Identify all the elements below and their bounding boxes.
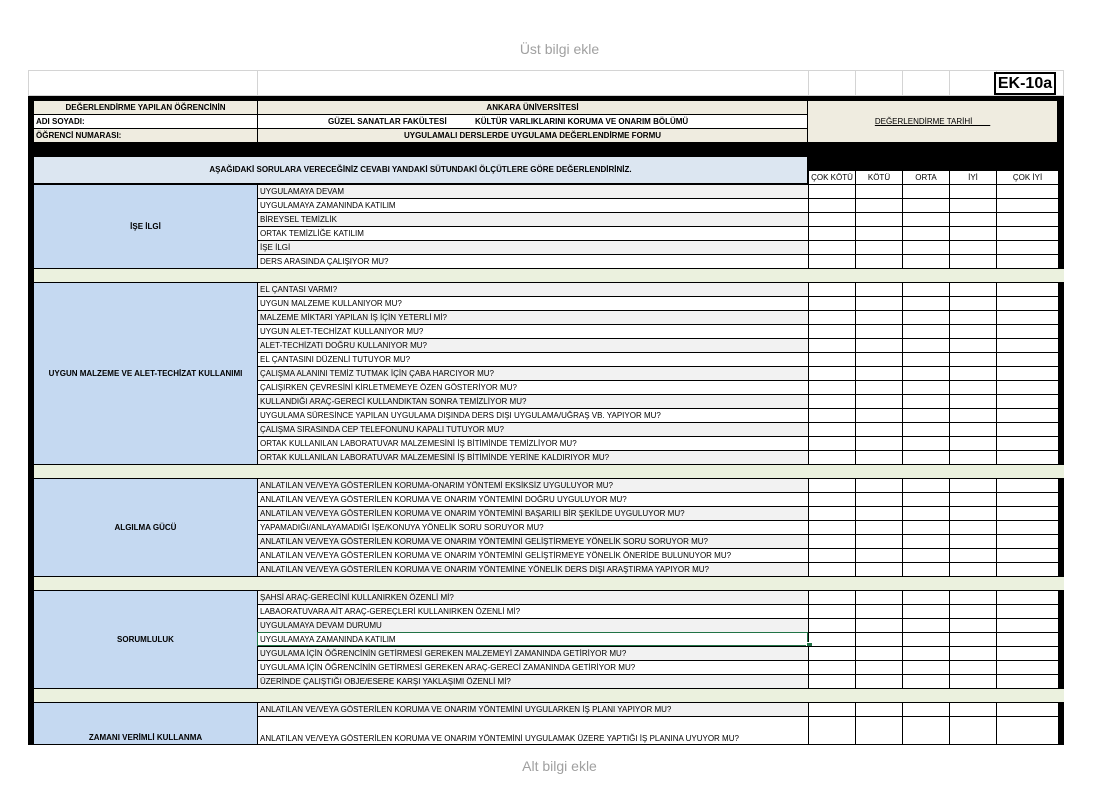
rating-input-cell[interactable] bbox=[855, 590, 902, 604]
rating-header-cell: ORTA bbox=[902, 171, 949, 184]
rating-input-cell[interactable] bbox=[949, 240, 996, 254]
top-blank-row bbox=[28, 70, 1064, 96]
question-cell[interactable]: İŞE İLGİ bbox=[257, 240, 808, 254]
rating-input-cell[interactable] bbox=[996, 716, 1058, 744]
question-cell[interactable]: UYGULAMAYA ZAMANINDA KATILIM bbox=[257, 198, 808, 212]
rating-input-cell[interactable] bbox=[996, 520, 1058, 534]
name-label: ADI SOYADI: bbox=[34, 115, 257, 128]
rating-input-cell[interactable] bbox=[996, 310, 1058, 324]
question-cell[interactable]: KULLANDIĞI ARAÇ-GERECİ KULLANDIKTAN SONRA TEMİZLİYOR MU? bbox=[257, 394, 808, 408]
rating-header-cell: ÇOK KÖTÜ bbox=[808, 171, 855, 184]
rating-input-cell[interactable] bbox=[902, 338, 949, 352]
rating-input-cell[interactable] bbox=[996, 702, 1058, 716]
rating-input-cell[interactable] bbox=[949, 198, 996, 212]
section-title: İŞE İLGİ bbox=[34, 184, 257, 268]
section-separator-row[interactable] bbox=[34, 688, 1064, 702]
rating-input-cell[interactable] bbox=[949, 282, 996, 296]
rating-input-cell[interactable] bbox=[996, 632, 1058, 646]
rating-input-cell[interactable] bbox=[902, 716, 949, 744]
rating-input-cell[interactable] bbox=[949, 310, 996, 324]
question-cell[interactable]: ANLATILAN VE/VEYA GÖSTERİLEN KORUMA VE ONARIM YÖNTEMİNİ BAŞARILI BİR ŞEKİLDE UYGULUYOR MU? bbox=[257, 506, 808, 520]
section-title: SORUMLULUK bbox=[34, 590, 257, 688]
question-cell[interactable]: ÇALIŞMA ALANINI TEMİZ TUTMAK İÇİN ÇABA HARCIYOR MU? bbox=[257, 366, 808, 380]
rating-input-cell[interactable] bbox=[855, 282, 902, 296]
rating-input-cell[interactable] bbox=[902, 394, 949, 408]
rating-input-cell[interactable] bbox=[808, 240, 855, 254]
rating-input-cell[interactable] bbox=[902, 436, 949, 450]
rating-input-cell[interactable] bbox=[996, 254, 1058, 268]
rating-input-cell[interactable] bbox=[949, 324, 996, 338]
rating-input-cell[interactable] bbox=[949, 450, 996, 464]
question-cell[interactable]: MALZEME MİKTARI YAPILAN İŞ İÇİN YETERLİ Mİ? bbox=[257, 310, 808, 324]
rating-input-cell[interactable] bbox=[949, 632, 996, 646]
rating-input-cell[interactable] bbox=[808, 632, 855, 646]
rating-input-cell[interactable] bbox=[808, 198, 855, 212]
question-cell[interactable]: YAPAMADIĞI/ANLAYAMADIĞI İŞE/KONUYA YÖNELİK SORU SORUYOR MU? bbox=[257, 520, 808, 534]
rating-input-cell[interactable] bbox=[855, 394, 902, 408]
rating-input-cell[interactable] bbox=[902, 534, 949, 548]
rating-input-cell[interactable] bbox=[996, 226, 1058, 240]
rating-input-cell[interactable] bbox=[949, 184, 996, 198]
rating-input-cell[interactable] bbox=[808, 646, 855, 660]
question-cell[interactable]: ÜZERİNDE ÇALIŞTIĞI OBJE/ESERE KARŞI YAKLAŞIMI ÖZENLİ Mİ? bbox=[257, 674, 808, 688]
rating-input-cell[interactable] bbox=[808, 394, 855, 408]
rating-input-cell[interactable] bbox=[855, 184, 902, 198]
rating-input-cell[interactable] bbox=[949, 422, 996, 436]
rating-input-cell[interactable] bbox=[808, 254, 855, 268]
rating-input-cell[interactable] bbox=[855, 212, 902, 226]
rating-input-cell[interactable] bbox=[949, 716, 996, 744]
rating-input-cell[interactable] bbox=[808, 534, 855, 548]
question-cell[interactable]: ÇALIŞIRKEN ÇEVRESİNİ KİRLETMEMEYE ÖZEN GÖSTERİYOR MU? bbox=[257, 380, 808, 394]
question-cell[interactable]: ANLATILAN VE/VEYA GÖSTERİLEN KORUMA VE ONARIM YÖNTEMİNİ DOĞRU UYGULUYOR MU? bbox=[257, 492, 808, 506]
rating-input-cell[interactable] bbox=[902, 212, 949, 226]
rating-input-cell[interactable] bbox=[949, 254, 996, 268]
rating-input-cell[interactable] bbox=[996, 590, 1058, 604]
question-cell[interactable]: ORTAK KULLANILAN LABORATUVAR MALZEMESİNİ İŞ BİTİMİNDE TEMİZLİYOR MU? bbox=[257, 436, 808, 450]
rating-input-cell[interactable] bbox=[808, 548, 855, 562]
department-name: KÜLTÜR VARLIKLARINI KORUMA VE ONARIM BÖLÜMÜ bbox=[475, 117, 689, 126]
rating-input-cell[interactable] bbox=[949, 492, 996, 506]
rating-input-cell[interactable] bbox=[902, 380, 949, 394]
rating-input-cell[interactable] bbox=[808, 562, 855, 576]
rating-input-cell[interactable] bbox=[902, 240, 949, 254]
rating-input-cell[interactable] bbox=[808, 716, 855, 744]
rating-input-cell[interactable] bbox=[855, 604, 902, 618]
rating-input-cell[interactable] bbox=[949, 380, 996, 394]
rating-input-cell[interactable] bbox=[996, 408, 1058, 422]
rating-input-cell[interactable] bbox=[996, 366, 1058, 380]
rating-input-cell[interactable] bbox=[808, 226, 855, 240]
rating-input-cell[interactable] bbox=[902, 310, 949, 324]
rating-input-cell[interactable] bbox=[996, 674, 1058, 688]
rating-input-cell[interactable] bbox=[902, 674, 949, 688]
rating-header-cell: ÇOK İYİ bbox=[996, 171, 1058, 184]
rating-input-cell[interactable] bbox=[902, 408, 949, 422]
rating-input-cell[interactable] bbox=[902, 506, 949, 520]
rating-input-cell[interactable] bbox=[808, 380, 855, 394]
rating-input-cell[interactable] bbox=[808, 478, 855, 492]
rating-input-cell[interactable] bbox=[949, 548, 996, 562]
question-cell[interactable]: ALET-TECHİZATI DOĞRU KULLANIYOR MU? bbox=[257, 338, 808, 352]
rating-input-cell[interactable] bbox=[808, 492, 855, 506]
rating-input-cell[interactable] bbox=[949, 534, 996, 548]
rating-input-cell[interactable] bbox=[996, 380, 1058, 394]
question-cell[interactable]: ANLATILAN VE/VEYA GÖSTERİLEN KORUMA-ONARIM YÖNTEMİ EKSİKSİZ UYGULUYOR MU? bbox=[257, 478, 808, 492]
rating-input-cell[interactable] bbox=[902, 184, 949, 198]
rating-input-cell[interactable] bbox=[949, 562, 996, 576]
rating-input-cell[interactable] bbox=[996, 506, 1058, 520]
section-separator-row[interactable] bbox=[34, 268, 1064, 282]
rating-header-cell: İYİ bbox=[949, 171, 996, 184]
rating-input-cell[interactable] bbox=[855, 226, 902, 240]
rating-input-cell[interactable] bbox=[902, 478, 949, 492]
rating-input-cell[interactable] bbox=[902, 660, 949, 674]
rating-input-cell[interactable] bbox=[949, 352, 996, 366]
rating-input-cell[interactable] bbox=[996, 352, 1058, 366]
student-label: DEĞERLENDİRME YAPILAN ÖĞRENCİNİN bbox=[34, 101, 257, 114]
question-cell[interactable]: ORTAK TEMİZLİĞE KATILIM bbox=[257, 226, 808, 240]
faculty-department-cell bbox=[258, 115, 807, 128]
question-cell[interactable]: ANLATILAN VE/VEYA GÖSTERİLEN KORUMA VE ONARIM YÖNTEMİNİ GELİŞTİRMEYE YÖNELİK ÖNERİDE BULUNUYOR MU? bbox=[257, 548, 808, 562]
question-cell[interactable]: ANLATILAN VE/VEYA GÖSTERİLEN KORUMA VE ONARIM YÖNTEMİNİ UYGULARKEN İŞ PLANI YAPIYOR MU? bbox=[257, 702, 808, 716]
rating-input-cell[interactable] bbox=[855, 198, 902, 212]
question-cell[interactable]: LABAORATUVARA AİT ARAÇ-GEREÇLERİ KULLANIRKEN ÖZENLİ Mİ? bbox=[257, 604, 808, 618]
rating-input-cell[interactable] bbox=[996, 338, 1058, 352]
rating-input-cell[interactable] bbox=[996, 324, 1058, 338]
rating-input-cell[interactable] bbox=[996, 436, 1058, 450]
rating-input-cell[interactable] bbox=[902, 296, 949, 310]
rating-input-cell[interactable] bbox=[902, 492, 949, 506]
rating-input-cell[interactable] bbox=[996, 422, 1058, 436]
number-label: ÖĞRENCİ NUMARASI: bbox=[34, 129, 257, 142]
rating-input-cell[interactable] bbox=[902, 646, 949, 660]
rating-input-cell[interactable] bbox=[855, 380, 902, 394]
rating-input-cell[interactable] bbox=[902, 422, 949, 436]
question-cell[interactable]: UYGULAMAYA DEVAM bbox=[257, 184, 808, 198]
rating-input-cell[interactable] bbox=[996, 478, 1058, 492]
question-cell[interactable]: ORTAK KULLANILAN LABORATUVAR MALZEMESİNİ İŞ BİTİMİNDE YERİNE KALDIRIYOR MU? bbox=[257, 450, 808, 464]
rating-input-cell[interactable] bbox=[855, 366, 902, 380]
instruction-text: AŞAĞIDAKİ SORULARA VERECEĞİNİZ CEVABI YANDAKİ SÜTUNDAKİ ÖLÇÜTLERE GÖRE DEĞERLENDİRİNİZ. bbox=[34, 157, 807, 183]
rating-input-cell[interactable] bbox=[808, 702, 855, 716]
rating-input-cell[interactable] bbox=[996, 296, 1058, 310]
question-cell[interactable]: UYGUN ALET-TECHİZAT KULLANIYOR MU? bbox=[257, 324, 808, 338]
rating-input-cell[interactable] bbox=[949, 478, 996, 492]
rating-input-cell[interactable] bbox=[996, 184, 1058, 198]
rating-input-cell[interactable] bbox=[808, 450, 855, 464]
rating-input-cell[interactable] bbox=[855, 352, 902, 366]
rating-header-cell: KÖTÜ bbox=[855, 171, 902, 184]
rating-input-cell[interactable] bbox=[902, 548, 949, 562]
rating-input-cell[interactable] bbox=[902, 632, 949, 646]
form-code-box: EK-10a bbox=[994, 72, 1056, 95]
rating-input-cell[interactable] bbox=[855, 338, 902, 352]
rating-input-cell[interactable] bbox=[808, 324, 855, 338]
rating-input-cell[interactable] bbox=[949, 702, 996, 716]
blank-cell[interactable] bbox=[808, 70, 855, 96]
rating-input-cell[interactable] bbox=[996, 212, 1058, 226]
blank-cell[interactable] bbox=[28, 70, 257, 96]
rating-input-cell[interactable] bbox=[949, 660, 996, 674]
rating-input-cell[interactable] bbox=[855, 422, 902, 436]
question-cell[interactable]: UYGULAMAYA DEVAM DURUMU bbox=[257, 618, 808, 632]
rating-input-cell[interactable] bbox=[996, 604, 1058, 618]
rating-input-cell[interactable] bbox=[996, 394, 1058, 408]
question-cell[interactable]: UYGULAMA İÇİN ÖĞRENCİNİN GETİRMESİ GEREKEN ARAÇ-GERECİ ZAMANINDA GETİRİYOR MU? bbox=[257, 660, 808, 674]
rating-input-cell[interactable] bbox=[808, 338, 855, 352]
rating-input-cell[interactable] bbox=[902, 198, 949, 212]
rating-input-cell[interactable] bbox=[949, 646, 996, 660]
section-separator-row[interactable] bbox=[34, 464, 1064, 478]
evaluation-date-field[interactable]: DEĞERLENDİRME TARİHİ____ bbox=[808, 101, 1057, 142]
question-cell[interactable]: ANLATILAN VE/VEYA GÖSTERİLEN KORUMA VE ONARIM YÖNTEMİNİ UYGULAMAK ÜZERE YAPTIĞI İŞ PLANINA UYUYOR MU? bbox=[257, 716, 808, 744]
rating-input-cell[interactable] bbox=[949, 520, 996, 534]
section-title: ZAMANI VERİMLİ KULLANMA bbox=[34, 702, 257, 744]
rating-input-cell[interactable] bbox=[996, 534, 1058, 548]
blank-cell[interactable] bbox=[949, 70, 996, 96]
rating-input-cell[interactable] bbox=[808, 282, 855, 296]
form-title: UYGULAMALI DERSLERDE UYGULAMA DEĞERLENDİRME FORMU bbox=[258, 129, 807, 142]
rating-input-cell[interactable] bbox=[902, 324, 949, 338]
rating-input-cell[interactable] bbox=[902, 590, 949, 604]
rating-input-cell[interactable] bbox=[855, 506, 902, 520]
rating-input-cell[interactable] bbox=[902, 366, 949, 380]
rating-input-cell[interactable] bbox=[855, 450, 902, 464]
question-cell[interactable]: DERS ARASINDA ÇALIŞIYOR MU? bbox=[257, 254, 808, 268]
rating-input-cell[interactable] bbox=[996, 646, 1058, 660]
rating-input-cell[interactable] bbox=[855, 632, 902, 646]
rating-input-cell[interactable] bbox=[949, 590, 996, 604]
blank-cell[interactable] bbox=[257, 70, 808, 96]
rating-input-cell[interactable] bbox=[949, 212, 996, 226]
rating-input-cell[interactable] bbox=[902, 702, 949, 716]
rating-input-cell[interactable] bbox=[855, 408, 902, 422]
question-cell[interactable]: UYGULAMA İÇİN ÖĞRENCİNİN GETİRMESİ GEREKEN MALZEMEYİ ZAMANINDA GETİRİYOR MU? bbox=[257, 646, 808, 660]
rating-input-cell[interactable] bbox=[996, 492, 1058, 506]
rating-input-cell[interactable] bbox=[855, 492, 902, 506]
university-name: ANKARA ÜNİVERSİTESİ bbox=[258, 101, 807, 114]
rating-input-cell[interactable] bbox=[949, 674, 996, 688]
rating-input-cell[interactable] bbox=[996, 660, 1058, 674]
rating-input-cell[interactable] bbox=[949, 366, 996, 380]
rating-input-cell[interactable] bbox=[949, 436, 996, 450]
rating-input-cell[interactable] bbox=[855, 716, 902, 744]
rating-input-cell[interactable] bbox=[996, 562, 1058, 576]
rating-input-cell[interactable] bbox=[949, 408, 996, 422]
question-cell[interactable]: ÇALIŞMA SIRASINDA CEP TELEFONUNU KAPALI TUTUYOR MU? bbox=[257, 422, 808, 436]
rating-input-cell[interactable] bbox=[855, 534, 902, 548]
rating-input-cell[interactable] bbox=[902, 520, 949, 534]
header-placeholder[interactable]: Üst bilgi ekle bbox=[519, 41, 600, 57]
rating-input-cell[interactable] bbox=[808, 184, 855, 198]
blank-cell[interactable] bbox=[855, 70, 902, 96]
rating-input-cell[interactable] bbox=[808, 436, 855, 450]
section-title: UYGUN MALZEME VE ALET-TECHİZAT KULLANIMI bbox=[34, 282, 257, 464]
question-cell[interactable]: EL ÇANTASI VARMI? bbox=[257, 282, 808, 296]
question-cell[interactable]: EL ÇANTASINI DÜZENLİ TUTUYOR MU? bbox=[257, 352, 808, 366]
rating-input-cell[interactable] bbox=[949, 618, 996, 632]
rating-input-cell[interactable] bbox=[855, 240, 902, 254]
question-cell[interactable]: ANLATILAN VE/VEYA GÖSTERİLEN KORUMA VE ONARIM YÖNTEMİNİ GELİŞTİRMEYE YÖNELİK SORU SORUYOR MU? bbox=[257, 534, 808, 548]
section-separator-row[interactable] bbox=[34, 576, 1064, 590]
rating-input-cell[interactable] bbox=[855, 436, 902, 450]
question-cell[interactable]: ANLATILAN VE/VEYA GÖSTERİLEN KORUMA VE ONARIM YÖNTEMİNE YÖNELİK DERS DIŞI ARAŞTIRMA YAPIYOR MU? bbox=[257, 562, 808, 576]
rating-input-cell[interactable] bbox=[996, 450, 1058, 464]
rating-input-cell[interactable] bbox=[996, 282, 1058, 296]
rating-input-cell[interactable] bbox=[949, 338, 996, 352]
rating-input-cell[interactable] bbox=[855, 520, 902, 534]
question-cell[interactable]: UYGULAMA SÜRESİNCE YAPILAN UYGULAMA DIŞINDA DERS DIŞI UYGULAMA/UĞRAŞ VB. YAPIYOR MU? bbox=[257, 408, 808, 422]
rating-input-cell[interactable] bbox=[902, 352, 949, 366]
rating-input-cell[interactable] bbox=[902, 226, 949, 240]
footer-placeholder[interactable]: Alt bilgi ekle bbox=[522, 758, 597, 774]
rating-input-cell[interactable] bbox=[902, 450, 949, 464]
rating-input-cell[interactable] bbox=[855, 562, 902, 576]
rating-input-cell[interactable] bbox=[808, 660, 855, 674]
rating-input-cell[interactable] bbox=[855, 548, 902, 562]
question-cell[interactable]: UYGULAMAYA ZAMANINDA KATILIM bbox=[257, 632, 808, 646]
question-cell[interactable]: UYGUN MALZEME KULLANIYOR MU? bbox=[257, 296, 808, 310]
rating-input-cell[interactable] bbox=[855, 296, 902, 310]
blank-cell[interactable] bbox=[902, 70, 949, 96]
rating-input-cell[interactable] bbox=[855, 660, 902, 674]
rating-input-cell[interactable] bbox=[996, 548, 1058, 562]
question-cell[interactable]: ŞAHSİ ARAÇ-GERECİNİ KULLANIRKEN ÖZENLİ Mİ? bbox=[257, 590, 808, 604]
rating-input-cell[interactable] bbox=[996, 618, 1058, 632]
rating-input-cell[interactable] bbox=[808, 618, 855, 632]
rating-input-cell[interactable] bbox=[902, 282, 949, 296]
rating-input-cell[interactable] bbox=[949, 506, 996, 520]
rating-input-cell[interactable] bbox=[949, 604, 996, 618]
rating-input-cell[interactable] bbox=[855, 618, 902, 632]
rating-input-cell[interactable] bbox=[808, 590, 855, 604]
rating-input-cell[interactable] bbox=[855, 646, 902, 660]
section-title: ALGILMA GÜCÜ bbox=[34, 478, 257, 576]
rating-input-cell[interactable] bbox=[808, 310, 855, 324]
question-cell[interactable]: BİREYSEL TEMİZLİK bbox=[257, 212, 808, 226]
rating-input-cell[interactable] bbox=[808, 604, 855, 618]
rating-input-cell[interactable] bbox=[808, 674, 855, 688]
rating-input-cell[interactable] bbox=[902, 562, 949, 576]
rating-input-cell[interactable] bbox=[808, 422, 855, 436]
rating-input-cell[interactable] bbox=[808, 212, 855, 226]
rating-input-cell[interactable] bbox=[996, 240, 1058, 254]
rating-input-cell[interactable] bbox=[855, 324, 902, 338]
rating-input-cell[interactable] bbox=[949, 226, 996, 240]
rating-input-cell[interactable] bbox=[996, 198, 1058, 212]
rating-input-cell[interactable] bbox=[808, 352, 855, 366]
rating-input-cell[interactable] bbox=[949, 394, 996, 408]
rating-input-cell[interactable] bbox=[902, 618, 949, 632]
rating-input-cell[interactable] bbox=[808, 366, 855, 380]
rating-input-cell[interactable] bbox=[808, 506, 855, 520]
rating-input-cell[interactable] bbox=[808, 520, 855, 534]
rating-input-cell[interactable] bbox=[902, 604, 949, 618]
rating-input-cell[interactable] bbox=[855, 254, 902, 268]
rating-input-cell[interactable] bbox=[855, 478, 902, 492]
rating-input-cell[interactable] bbox=[855, 310, 902, 324]
rating-input-cell[interactable] bbox=[808, 408, 855, 422]
rating-input-cell[interactable] bbox=[902, 254, 949, 268]
rating-input-cell[interactable] bbox=[949, 296, 996, 310]
faculty-name: GÜZEL SANATLAR FAKÜLTESİ bbox=[328, 117, 447, 126]
rating-input-cell[interactable] bbox=[808, 296, 855, 310]
rating-input-cell[interactable] bbox=[855, 702, 902, 716]
rating-input-cell[interactable] bbox=[855, 674, 902, 688]
